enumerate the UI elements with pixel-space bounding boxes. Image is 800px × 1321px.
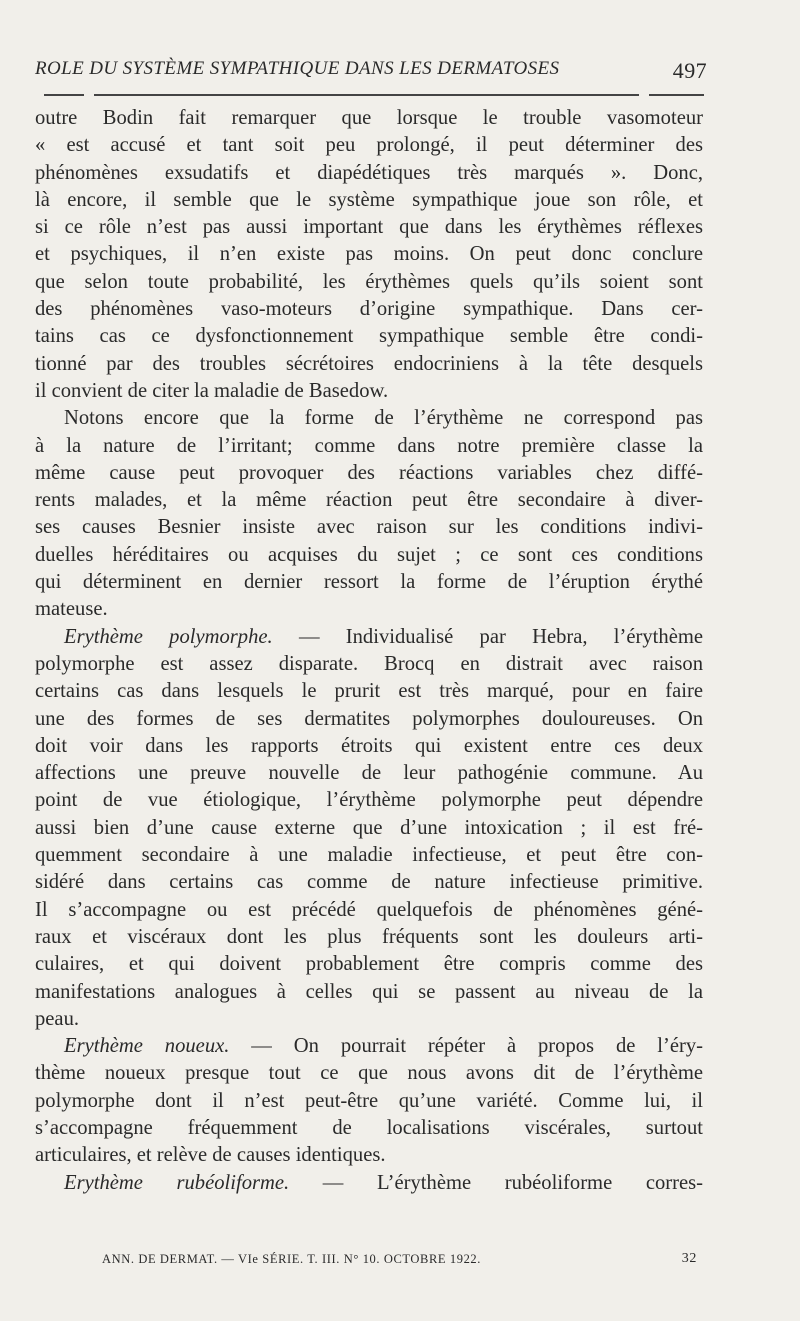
- text-line: [35, 706, 703, 733]
- line-text: polymorphe dont il n’est peut-être qu’une variété. Comme lui, il: [35, 1089, 703, 1112]
- text-line: [35, 269, 703, 296]
- line-text: articulaires, et relève de causes identiques.: [35, 1144, 386, 1167]
- text-line: [35, 296, 703, 323]
- text-line: [35, 924, 703, 951]
- line-text: aussi bien d’une cause externe que d’une intoxication ; il est fré-: [35, 816, 703, 839]
- text-line: [35, 596, 703, 623]
- line-text: raux et viscéraux dont les plus fréquents sont les douleurs arti-: [35, 925, 703, 948]
- line-text: outre Bodin fait remarquer que lorsque le trouble vasomoteur: [35, 107, 703, 129]
- section-heading: Erythème noueux.: [64, 1035, 230, 1058]
- line-text: que selon toute probabilité, les érythèmes quels qu’ils soient sont: [35, 270, 703, 293]
- header-rule: [44, 94, 704, 98]
- line-text: tains cas ce dysfonctionnement sympathique semble être condi-: [35, 325, 703, 348]
- text-line: [35, 1088, 703, 1115]
- text-line: [35, 760, 703, 787]
- line-text: là encore, il semble que le système sympathique joue son rôle, et: [35, 188, 703, 211]
- line-text: — L’érythème rubéoliforme corres-: [289, 1171, 703, 1194]
- text-line: [35, 979, 703, 1006]
- line-text: des phénomènes vaso-moteurs d’origine sympathique. Dans cer-: [35, 298, 703, 321]
- section-heading: Erythème rubéoliforme.: [64, 1171, 290, 1194]
- text-line: [35, 514, 703, 541]
- text-line: [35, 1142, 703, 1169]
- signature-mark: 32: [681, 1251, 697, 1266]
- running-title: ROLE DU SYSTÈME SYMPATHIQUE DANS LES DERMATOSES: [35, 58, 560, 79]
- text-line: [35, 842, 703, 869]
- line-text: à la nature de l’irritant; comme dans notre première classe la: [35, 434, 703, 457]
- line-text: — On pourrait répéter à propos de l’éry-: [229, 1035, 704, 1058]
- text-line: [35, 897, 703, 924]
- line-text: manifestations analogues à celles qui se passent au niveau de la: [35, 980, 703, 1003]
- page-number: 497: [672, 58, 707, 83]
- text-line: [35, 105, 703, 132]
- line-text: polymorphe est assez disparate. Brocq en distrait avec raison: [35, 652, 703, 675]
- line-text: point de vue étiologique, l’érythème polymorphe peut dépendre: [35, 789, 703, 812]
- text-line: [35, 542, 703, 569]
- line-text: peau.: [35, 1007, 80, 1030]
- footer: [102, 1252, 697, 1267]
- section-heading: Erythème polymorphe.: [64, 625, 273, 648]
- line-text: Il s’accompagne ou est précédé quelquefois de phénomènes géné-: [35, 898, 703, 921]
- text-line: [35, 787, 703, 814]
- line-text: il convient de citer la maladie de Basedow.: [35, 379, 389, 402]
- text-line: [35, 733, 703, 760]
- line-text: thème noueux presque tout ce que nous avons dit de l’érythème: [35, 1062, 703, 1085]
- text-line: [35, 160, 703, 187]
- line-text: ses causes Besnier insiste avec raison sur les conditions indivi-: [35, 516, 703, 539]
- body-text: [35, 105, 703, 1197]
- line-text: et psychiques, il n’en existe pas moins. On peut donc conclure: [35, 243, 703, 266]
- text-line: [35, 1060, 703, 1087]
- line-text: Notons encore que la forme de l’érythème ne correspond pas: [64, 407, 703, 430]
- text-line: [35, 815, 703, 842]
- running-header: [35, 58, 707, 88]
- line-text: quemment secondaire à une maladie infectieuse, et peut être con-: [35, 844, 703, 867]
- text-line: [35, 433, 703, 460]
- line-text: « est accusé et tant soit peu prolongé, il peut déterminer des: [35, 134, 703, 157]
- line-text: sidéré dans certains cas comme de nature infectieuse primitive.: [35, 871, 703, 894]
- line-text: rents malades, et la même réaction peut être secondaire à diver-: [35, 489, 703, 512]
- line-text: si ce rôle n’est pas aussi important que dans les érythèmes réflexes: [35, 216, 703, 239]
- text-line: [35, 378, 703, 405]
- text-line: [35, 624, 703, 651]
- text-line: [35, 1170, 703, 1197]
- text-line: [35, 460, 703, 487]
- text-line: [35, 214, 703, 241]
- line-text: même cause peut provoquer des réactions variables chez diffé-: [35, 461, 703, 484]
- text-line: [35, 323, 703, 350]
- text-line: [35, 869, 703, 896]
- text-line: [35, 487, 703, 514]
- line-text: certains cas dans lesquels le prurit est très marqué, pour en faire: [35, 680, 703, 703]
- text-line: [35, 951, 703, 978]
- journal-citation: ANN. DE DERMAT. — VIe SÉRIE. T. III. N° 10. OCTOBRE 1922.: [102, 1252, 481, 1266]
- text-line: [35, 569, 703, 596]
- text-line: [35, 405, 703, 432]
- text-line: [35, 1006, 703, 1033]
- line-text: duelles héréditaires ou acquises du sujet ; ce sont ces conditions: [35, 543, 703, 566]
- line-text: s’accompagne fréquemment de localisations viscérales, surtout: [35, 1116, 703, 1139]
- line-text: phénomènes exsudatifs et diapédétiques très marqués ». Donc,: [35, 161, 703, 184]
- line-text: affections une preuve nouvelle de leur pathogénie commune. Au: [35, 762, 703, 785]
- text-line: [35, 132, 703, 159]
- line-text: culaires, et qui doivent probablement être compris comme des: [35, 953, 703, 976]
- text-line: [35, 651, 703, 678]
- text-line: [35, 1115, 703, 1142]
- line-text: — Individualisé par Hebra, l’érythème: [272, 625, 703, 648]
- line-text: doit voir dans les rapports étroits qui existent entre ces deux: [35, 734, 703, 757]
- line-text: tionné par des troubles sécrétoires endocriniens à la tête desquels: [35, 352, 703, 375]
- text-line: [35, 187, 703, 214]
- line-text: mateuse.: [35, 598, 108, 621]
- line-text: qui déterminent en dernier ressort la forme de l’éruption érythé: [35, 571, 703, 594]
- text-line: [35, 351, 703, 378]
- text-line: [35, 678, 703, 705]
- text-line: [35, 1033, 703, 1060]
- line-text: une des formes de ses dermatites polymorphes douloureuses. On: [35, 707, 703, 730]
- text-line: [35, 241, 703, 268]
